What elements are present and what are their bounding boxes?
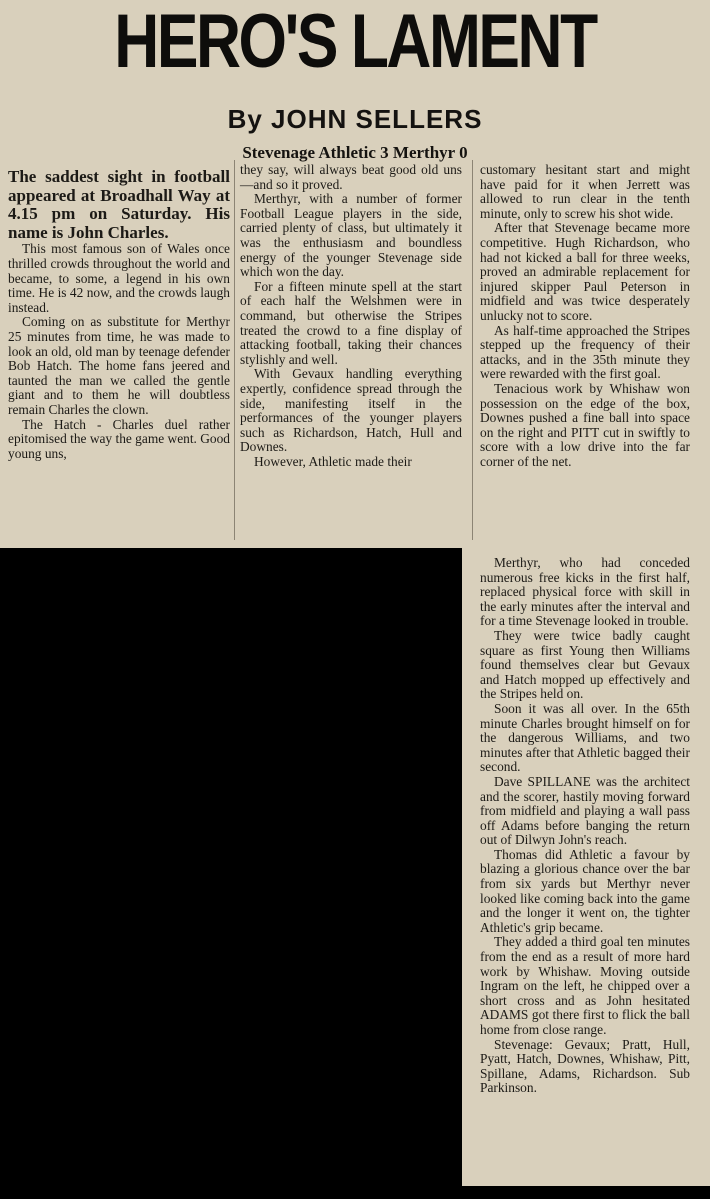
column-divider: [234, 160, 235, 540]
redacted-area-bottom: [462, 1186, 710, 1199]
paragraph: The Hatch - Charles duel rather epitomised the way the game went. Good young uns,: [8, 416, 231, 461]
paragraph: This most famous son of Wales once thrilled crowds throughout the world and became, to some, a legend in his own time. He is 42 now, and the crowds laugh instead.: [8, 241, 230, 315]
paragraph: They added a third goal ten minutes from the end as a result of more hard work by Whishaw. Moving outside Ingram on the left, he chipped over a short cross and as John hesitated ADAMS got there first to flick the ball home from close range.: [480, 934, 690, 1037]
paragraph: With Gevaux handling everything expertly, confidence spread through the side, manifesting itself in the performances of the younger players such as Richardson, Hatch, Hull and Downes.: [240, 366, 462, 455]
column-2: [240, 163, 462, 469]
paragraph: they say, will always beat good old uns—and so it proved.: [240, 162, 462, 192]
paragraph: However, Athletic made their: [254, 453, 412, 469]
paragraph: After that Stevenage became more competitive. Hugh Richardson, who had not kicked a ball for three weeks, proved an admirable replacement for injured skipper Paul Peterson in midfield and was twice desperately unlucky not to score.: [480, 220, 690, 323]
column-3: [480, 163, 690, 469]
match-score: Stevenage Athletic 3 Merthyr 0: [242, 143, 468, 162]
paragraph: Thomas did Athletic a favour by blazing a glorious chance over the bar from six yards but Merthyr never looked like coming back into the game and the longer it went on, the tighter Athletic's grip became.: [480, 846, 690, 935]
paragraph: Merthyr, who had conceded numerous free kicks in the first half, replaced physical force with skill in the early minutes after the interval and for a time Stevenage looked in trouble.: [480, 555, 690, 629]
paragraph: Coming on as substitute for Merthyr 25 minutes from time, he was made to look an old, old man by teenage defender Bob Hatch. The home fans jeered and taunted the man we called the gentle giant and to them he will doubtless remain Charles the clown.: [8, 314, 230, 417]
headline: HERO'S LAMENT: [114, 0, 596, 84]
paragraph: As half-time approached the Stripes stepped up the frequency of their attacks, and in the 35th minute they were rewarded with the first goal.: [480, 322, 690, 382]
byline: By JOHN SELLERS: [227, 104, 483, 134]
paragraph: They were twice badly caught square as first Young then Williams found themselves clear but Gevaux and Hatch mopped up effectively and the Stripes held on.: [480, 627, 690, 702]
paragraph: Merthyr, with a number of former Football League players in the side, carried plenty of class, but ultimately it was the enthusiasm and boundless energy of the younger Stevenage side which won the day.: [240, 191, 462, 280]
column-divider: [472, 160, 473, 540]
column-1: [8, 168, 230, 461]
paragraph: For a fifteen minute spell at the start of each half the Welshmen were in command, but otherwise the Stripes treated the crowd to a fine display of attacking football, taking their chances stylishly and well.: [240, 278, 462, 367]
paragraph: customary hesitant start and might have paid for it when Jerrett was allowed to run clear in the tenth minute, only to screw his shot wide.: [480, 162, 690, 221]
redacted-area: [0, 548, 462, 1199]
team-lineup: Stevenage: Gevaux; Pratt, Hull, Pyatt, Hatch, Downes, Whishaw, Pitt, Spillane, Adams, Richardson. Sub Parkinson.: [480, 1036, 690, 1096]
column-3-continued: [480, 556, 690, 1096]
paragraph: Tenacious work by Whishaw won possession on the edge of the box, Downes pushed a fine ball into space on the right and PITT cut in swiftly to score with a low drive into the far corner of the net.: [480, 380, 690, 469]
lead-paragraph: The saddest sight in football appeared at Broadhall Way at 4.15 pm on Saturday. His name is John Charles.: [8, 167, 230, 242]
paragraph: Soon it was all over. In the 65th minute Charles brought himself on for the dangerous Williams, and two minutes after that Athletic bagged their second.: [480, 700, 690, 775]
paragraph: Dave SPILLANE was the architect and the scorer, hastily moving forward from midfield and playing a wall pass off Adams before banging the return out of Dilwyn John's reach.: [480, 773, 690, 848]
